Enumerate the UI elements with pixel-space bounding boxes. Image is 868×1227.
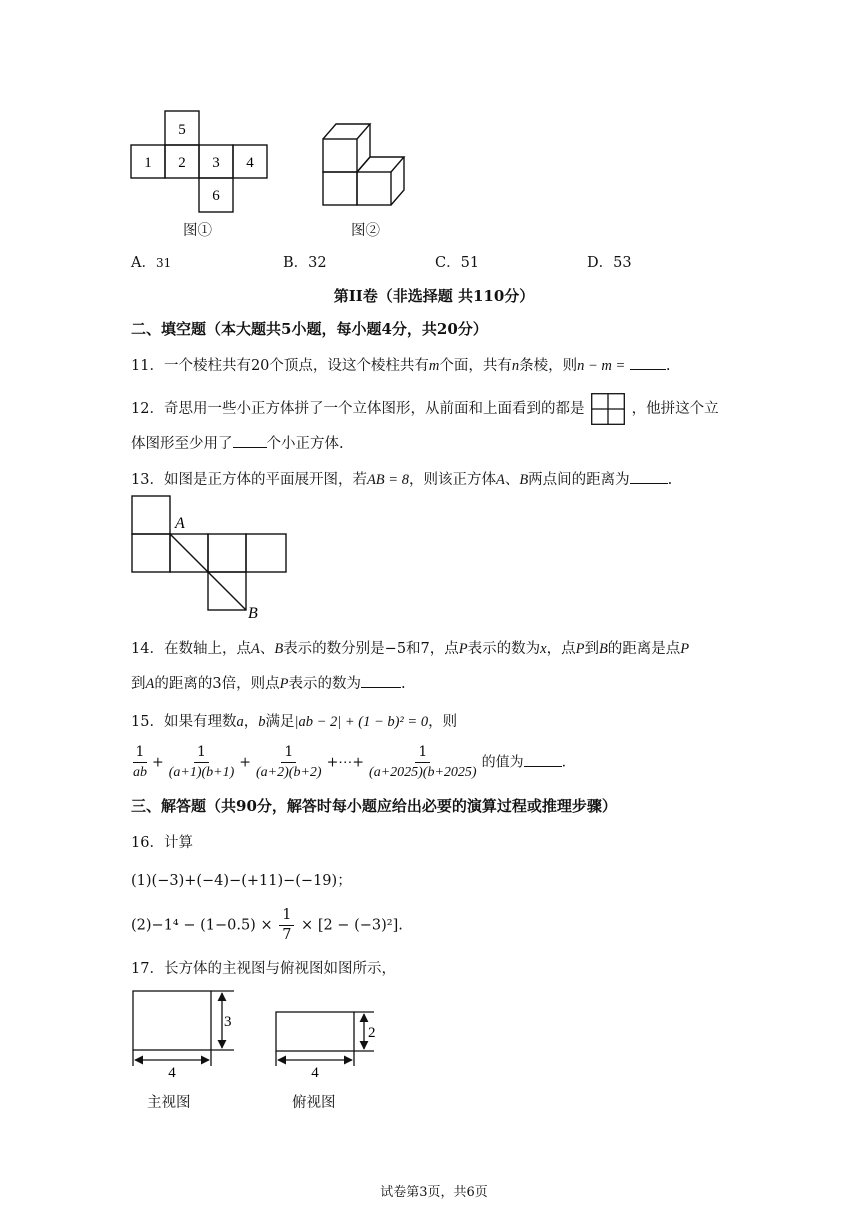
net-cell-3: 3: [212, 155, 220, 171]
net-cell-4: 4: [246, 155, 254, 171]
option-c: C．51: [435, 255, 480, 271]
option-d: D．53: [587, 255, 632, 271]
question-17-title: 17．长方体的主视图与俯视图如图所示，: [131, 961, 396, 977]
net-cell-1: 1: [144, 155, 152, 171]
part2-title: 第II卷（非选择题 共110分）: [333, 287, 535, 305]
net-cell-6: 6: [212, 188, 220, 204]
question-16-part1: (1)(−3)+(−4)−(+11)−(−19)；: [131, 873, 352, 889]
net-cell-5: 5: [178, 122, 186, 138]
question-16-title: 16．计算: [131, 835, 193, 851]
question-14-line2: 到A的距离的3倍，则点P表示的数为 .: [131, 672, 406, 693]
option-a: A．31: [131, 255, 172, 271]
figure-2-caption: 图②: [351, 223, 380, 239]
question-12-line1: 12．奇思用一些小正方体拼了一个立体图形，从前面和上面看到的都是 ，他拼这个立: [131, 393, 719, 425]
question-15-line1: 15．如果有理数a，b满足|ab − 2| + (1 − b)² = 0，则: [131, 714, 458, 730]
front-view-caption: 主视图: [147, 1095, 191, 1111]
top-width-label: 4: [311, 1065, 319, 1081]
front-height-label: 3: [224, 1014, 232, 1030]
top-height-label: 2: [368, 1025, 376, 1041]
point-a-label: A: [175, 515, 185, 532]
section3-title: 三、解答题（共90分，解答时每小题应给出必要的演算过程或推理步骤）: [131, 797, 617, 815]
question-11: 11．一个棱柱共有20个顶点，设这个棱柱共有m个面，共有n条棱，则n − m = .: [131, 354, 671, 375]
question-14-line1: 14．在数轴上，点A、B表示的数分别是−5和7，点P表示的数为x，点P到B的距离是点P: [131, 641, 690, 657]
point-b-label: B: [248, 605, 258, 622]
net-cell-2: 2: [178, 155, 186, 171]
figure-1-caption: 图①: [183, 223, 212, 239]
front-width-label: 4: [168, 1065, 176, 1081]
page-footer: 试卷第3页，共6页: [380, 1185, 488, 1200]
question-13: 13．如图是正方体的平面展开图，若AB = 8，则该正方体A、B两点间的距离为 .: [131, 468, 672, 489]
question-15-line2: $\frac{1}{ab}$ + $\frac{1}{(a+1)(b+1)}$ + $\frac{1}{(a+2)(b+2)}$ +⋯+ $\frac{1}{(a+2025)(b+2025)}$ 的值为 .: [133, 744, 567, 780]
top-view-caption: 俯视图: [292, 1095, 336, 1111]
section2-title: 二、填空题（本大题共5小题，每小题4分，共20分）: [131, 320, 488, 338]
option-b: B．32: [283, 255, 327, 271]
question-12-line2: 体图形至少用了 个小正方体.: [131, 432, 344, 453]
question-16-part2: (2)−1⁴ − (1−0.5) × $\frac{1}{7}$ × [2 − (−3)²].: [131, 907, 403, 943]
